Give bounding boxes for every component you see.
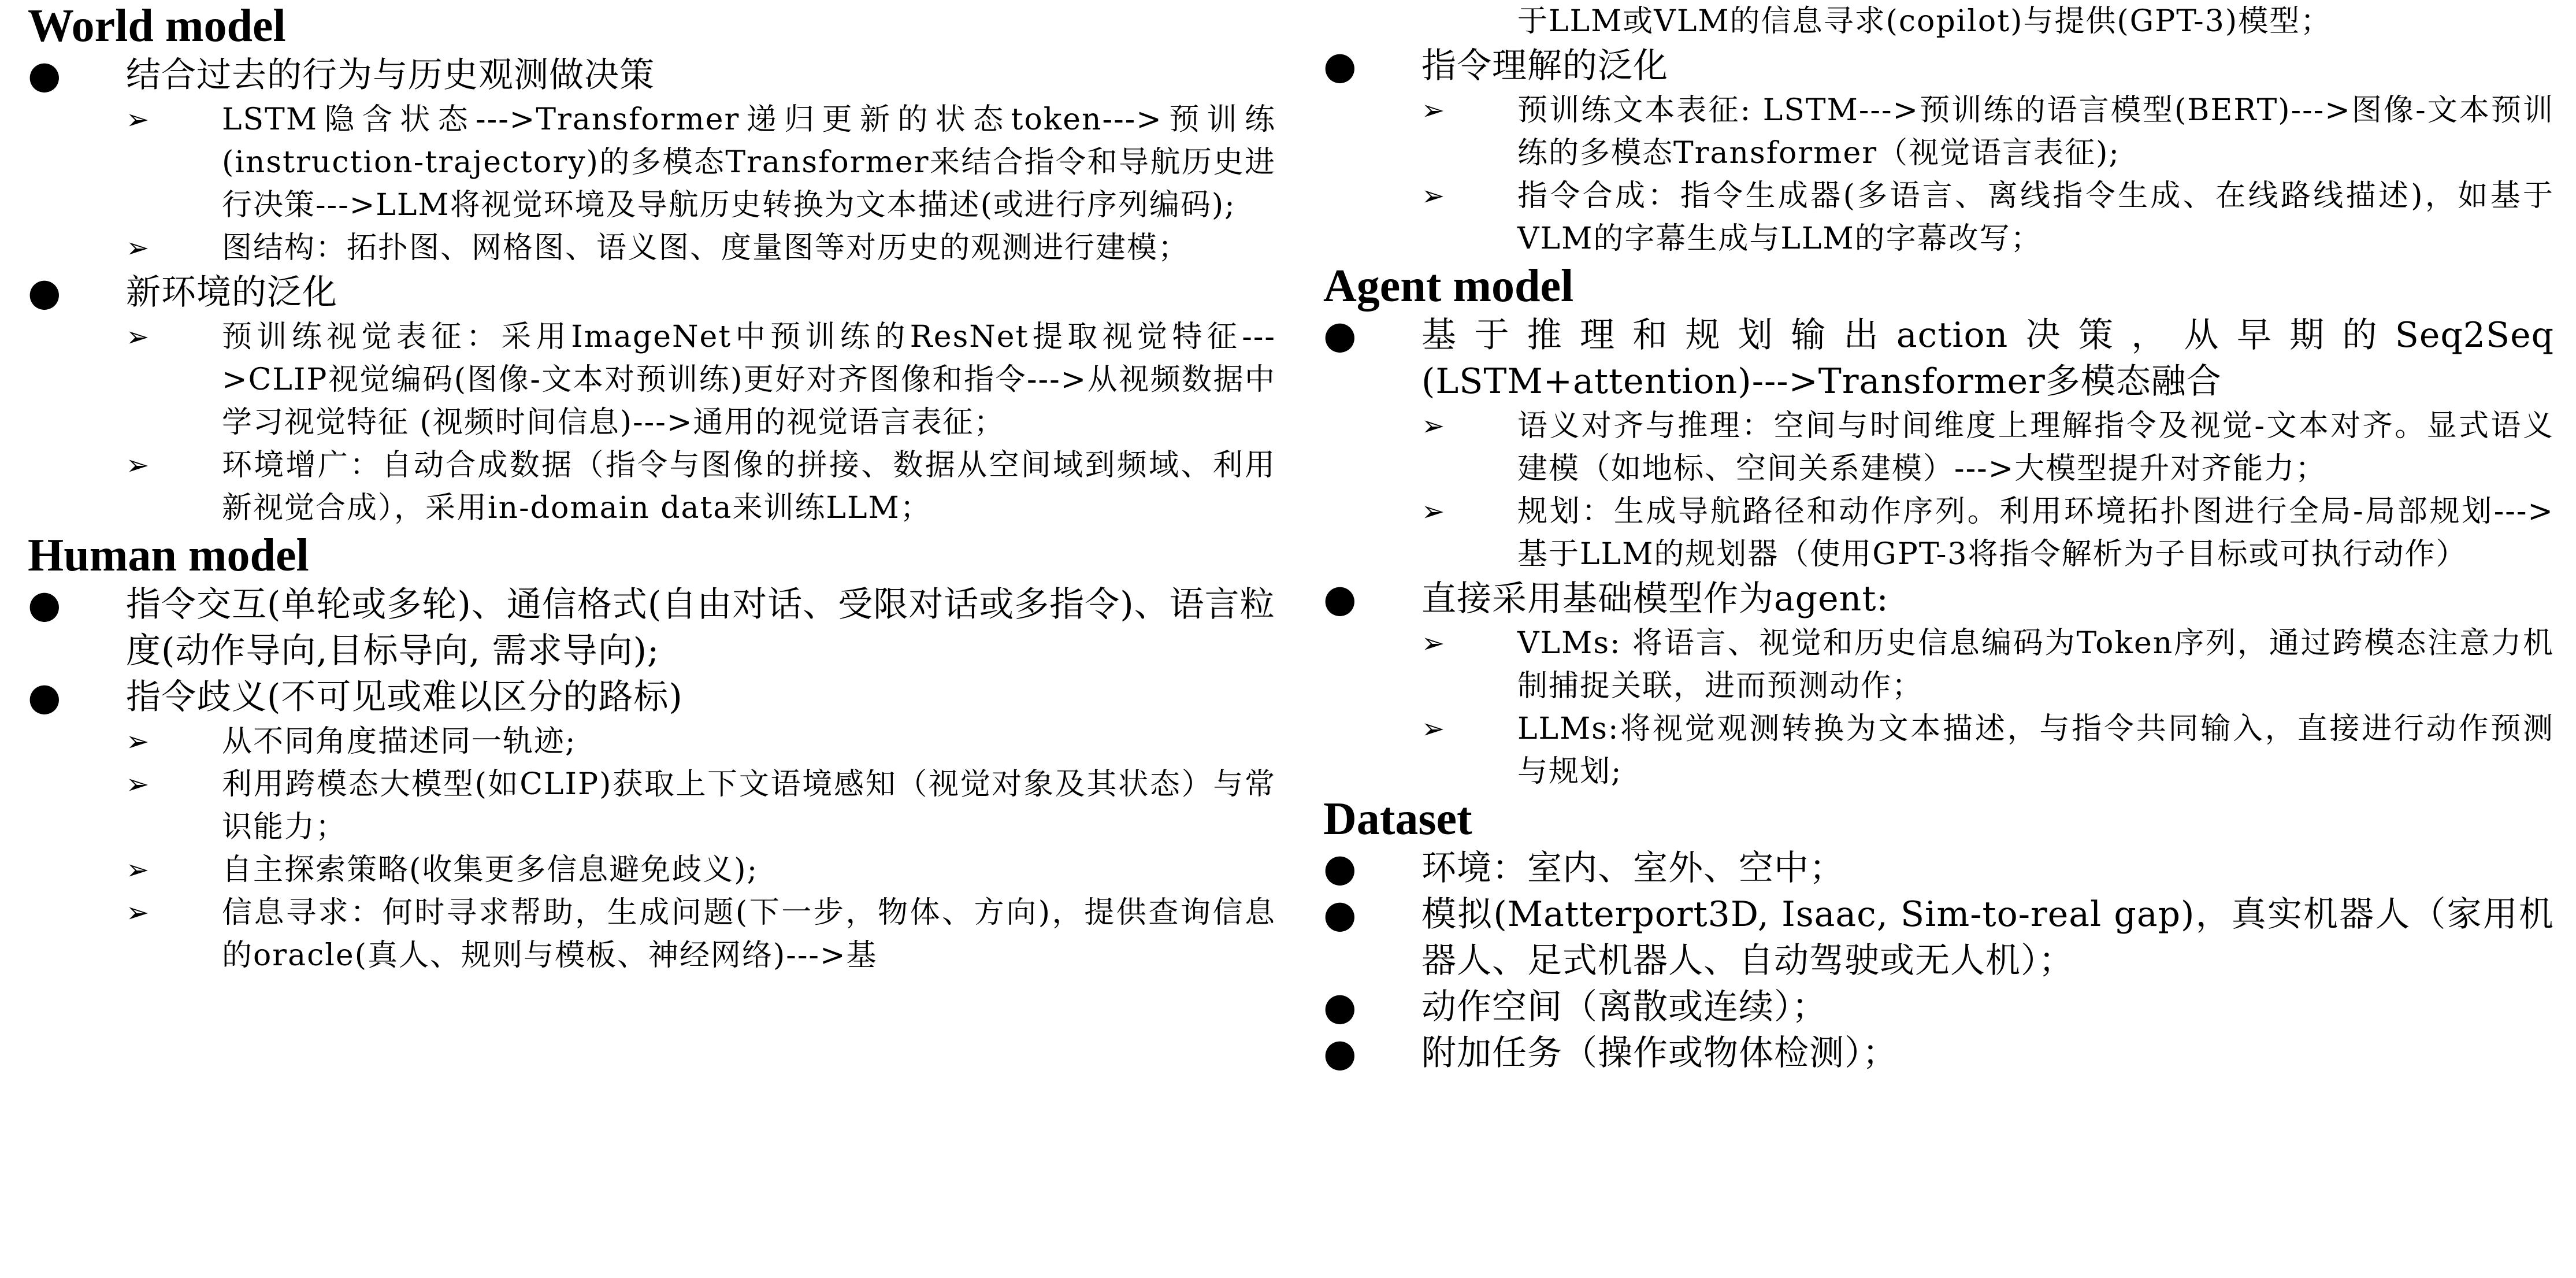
- sub-bullet-text: 自主探索策略(收集更多信息避免歧义);: [222, 853, 759, 887]
- human-model-section: [28, 529, 1276, 977]
- sub-bullet-item: [28, 720, 1276, 763]
- sub-bullet-item: [28, 316, 1276, 444]
- sub-bullet-text: 图结构：拓扑图、网格图、语义图、度量图等对历史的观测进行建模；: [222, 231, 1190, 265]
- arrowhead-icon: ➢: [126, 897, 151, 929]
- bullet-item: [28, 269, 1276, 316]
- bullet-text: 环境：室内、室外、空中；: [1421, 848, 1844, 888]
- bullet-text: 模拟(Matterport3D, Isaac, Sim-to-real gap)，真实机器人（家用机器人、足式机器人、自动驾驶或无人机）；: [1421, 894, 2554, 981]
- bullet-item: [1323, 984, 2554, 1030]
- arrowhead-icon: ➢: [126, 103, 151, 136]
- arrowhead-icon: ➢: [126, 232, 151, 264]
- section-heading-human-model: Human model: [28, 530, 309, 581]
- sub-bullet-item: [28, 763, 1276, 849]
- bullet-item: [28, 52, 1276, 98]
- arrowhead-icon: ➢: [1421, 180, 1446, 212]
- arrowhead-icon: ➢: [126, 449, 151, 481]
- bullet-item: [1323, 1030, 2554, 1076]
- bullet-text: 指令歧义(不可见或难以区分的路标): [126, 677, 683, 717]
- sub-bullet-item: [28, 891, 1276, 977]
- dataset-section: [1323, 793, 2554, 1076]
- arrowhead-icon: ➢: [126, 768, 151, 801]
- arrowhead-icon: ➢: [1421, 713, 1446, 745]
- sub-bullet-item: [1323, 175, 2554, 260]
- bullet-text: 动作空间（离散或连续）；: [1421, 987, 1827, 1027]
- bullet-item: [28, 581, 1276, 674]
- sub-bullet-item: [1323, 707, 2554, 793]
- sub-bullet-text: LSTM隐含状态--->Transformer递归更新的状态token--->预训练(instruction-trajectory)的多模态Transformer来结合指令和导航历史进行决策--->LLM将视觉环境及导航历史转换为文本描述(或进行序列编码);: [222, 102, 1276, 223]
- arrowhead-icon: ➢: [1421, 495, 1446, 528]
- bullet-icon: ●: [1323, 313, 1357, 357]
- human-model-continued-section: [1323, 43, 2554, 260]
- continued-line: 于LLM或VLM的信息寻求(copilot)与提供(GPT-3)模型；: [1517, 4, 2332, 39]
- bullet-text: 结合过去的行为与历史观测做决策: [126, 55, 655, 95]
- arrowhead-icon: ➢: [1421, 410, 1446, 442]
- sub-bullet-text: 预训练视觉表征：采用ImageNet中预训练的ResNet提取视觉特征--->CLIP视觉编码(图像-文本对预训练)更好对齐图像和指令--->从视频数据中学习视觉特征 (视频时间信息)--->通用的视觉语言表征；: [222, 320, 1276, 440]
- sub-bullet-item: [1323, 622, 2554, 707]
- sub-bullet-item: [28, 849, 1276, 891]
- sub-bullet-text: 从不同角度描述同一轨迹;: [222, 724, 577, 759]
- bullet-icon: ●: [1323, 576, 1357, 621]
- bullet-icon: ●: [1323, 984, 1357, 1029]
- sub-bullet-item: [28, 227, 1276, 269]
- bullet-icon: ●: [1323, 892, 1357, 936]
- bullet-text: 基于推理和规划输出action决策，从早期的Seq2Seq (LSTM+attention)--->Transformer多模态融合: [1421, 315, 2554, 402]
- bullet-text: 新环境的泛化: [126, 272, 337, 313]
- bullet-item: [1323, 43, 2554, 89]
- section-heading-world-model: World model: [28, 1, 286, 51]
- sub-bullet-text: 信息寻求：何时寻求帮助，生成问题(下一步，物体、方向)，提供查询信息的oracle(真人、规则与模板、神经网络)--->基: [222, 895, 1276, 973]
- bullet-icon: ●: [28, 53, 62, 97]
- left-column: [28, 0, 1276, 977]
- sub-bullet-item: [1323, 490, 2554, 576]
- bullet-text: 指令交互(单轮或多轮)、通信格式(自由对话、受限对话或多指令)、语言粒度(动作导向,目标导向, 需求导向);: [126, 584, 1275, 671]
- arrowhead-icon: ➢: [126, 321, 151, 353]
- section-heading-agent-model: Agent model: [1323, 261, 1574, 312]
- world-model-section: [28, 0, 1276, 529]
- bullet-text: 指令理解的泛化: [1421, 46, 1668, 86]
- bullet-icon: ●: [28, 582, 62, 627]
- sub-bullet-text: 利用跨模态大模型(如CLIP)获取上下文语境感知（视觉对象及其状态）与常识能力；: [222, 767, 1276, 844]
- sub-bullet-text: VLMs: 将语言、视觉和历史信息编码为Token序列，通过跨模态注意力机制捕捉关联，进而预测动作；: [1517, 626, 2554, 703]
- sub-bullet-item: [1323, 405, 2554, 490]
- sub-bullet-item: [28, 98, 1276, 227]
- arrowhead-icon: ➢: [126, 725, 151, 758]
- bullet-icon: ●: [28, 675, 62, 719]
- section-heading-dataset: Dataset: [1323, 794, 1472, 844]
- sub-bullet-text: 语义对齐与推理：空间与时间维度上理解指令及视觉-文本对齐。显式语义建模（如地标、空间关系建模）--->大模型提升对齐能力；: [1517, 409, 2554, 486]
- sub-bullet-text: 指令合成：指令生成器(多语言、离线指令生成、在线路线描述)，如基于VLM的字幕生成与LLM的字幕改写；: [1517, 179, 2554, 256]
- bullet-item: [1323, 891, 2554, 984]
- sub-bullet-text: 环境增广：自动合成数据（指令与图像的拼接、数据从空间域到频域、利用新视觉合成），采用in-domain data来训练LLM；: [222, 448, 1276, 525]
- sub-bullet-text: LLMs:将视觉观测转换为文本描述，与指令共同输入，直接进行动作预测与规划;: [1517, 712, 2554, 789]
- arrowhead-icon: ➢: [1421, 627, 1446, 660]
- sub-bullet-item: [28, 444, 1276, 529]
- agent-model-section: [1323, 260, 2554, 793]
- bullet-icon: ●: [1323, 43, 1357, 88]
- arrowhead-icon: ➢: [1421, 94, 1446, 127]
- bullet-text: 附加任务（操作或物体检测）；: [1421, 1033, 1898, 1073]
- bullet-icon: ●: [1323, 1031, 1357, 1075]
- bullet-item: [1323, 312, 2554, 405]
- bullet-item: [28, 674, 1276, 720]
- arrowhead-icon: ➢: [126, 854, 151, 886]
- bullet-item: [1323, 576, 2554, 622]
- sub-bullet-text: 规划：生成导航路径和动作序列。利用环境拓扑图进行全局-局部规划--->基于LLM的规划器（使用GPT-3将指令解析为子目标或可执行动作）: [1517, 494, 2554, 572]
- bullet-item: [1323, 845, 2554, 891]
- sub-bullet-text: 预训练文本表征: LSTM--->预训练的语言模型(BERT)--->图像-文本预训练的多模态Transformer（视觉语言表征);: [1517, 93, 2554, 171]
- right-column: [1323, 0, 2554, 1076]
- bullet-icon: ●: [28, 270, 62, 314]
- bullet-text: 直接采用基础模型作为agent:: [1421, 579, 1889, 619]
- bullet-icon: ●: [1323, 846, 1357, 890]
- sub-bullet-item: [1323, 89, 2554, 175]
